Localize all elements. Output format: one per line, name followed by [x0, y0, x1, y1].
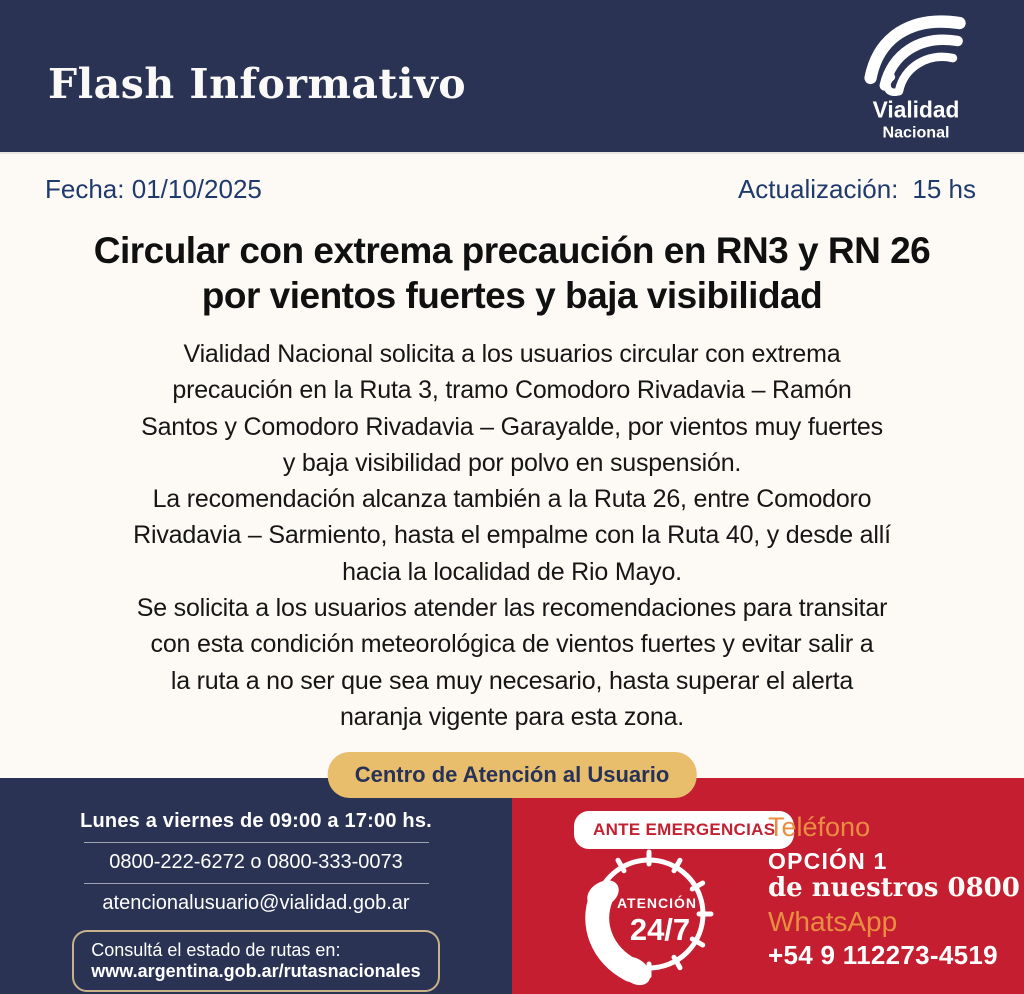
- header: [0, 0, 1024, 154]
- body-text: [0, 336, 1024, 735]
- telefono-label: Teléfono: [768, 812, 871, 842]
- footer: [0, 778, 1024, 994]
- footer-contact-panel: [0, 778, 512, 994]
- user-attention-center-badge: Centro de Atención al Usuario: [328, 752, 697, 798]
- date-label: Fecha:: [45, 174, 125, 204]
- body-line: precaución en la Ruta 3, tramo Comodoro Rivadavia – Ramón: [172, 376, 852, 405]
- divider: [84, 842, 429, 843]
- routes-box-caption: Consultá el estado de rutas en:: [91, 940, 341, 960]
- attention-24-7-phone-icon: [564, 842, 724, 992]
- body-line: Vialidad Nacional solicita a los usuarios circular con extrema: [183, 340, 841, 368]
- update-field: [738, 174, 976, 205]
- body-line: Rivadavia – Sarmiento, hasta el empalme con la Ruta 40, y desde allí: [133, 521, 891, 550]
- 24-7-label: 24/7: [629, 912, 691, 947]
- date-field: [45, 174, 262, 205]
- update-value: 15 hs: [912, 174, 976, 204]
- telefono-option: OPCIÓN 1: [768, 848, 888, 874]
- body-line: y baja visibilidad por polvo en suspensión.: [282, 448, 742, 477]
- emergency-badge: ANTE EMERGENCIAS: [574, 811, 794, 849]
- headline-line2: por vientos fuertes y baja visibilidad: [201, 275, 823, 316]
- logo-line2: Nacional: [882, 123, 950, 142]
- update-label: Actualización:: [737, 174, 899, 204]
- body-line: hacia la localidad de Rio Mayo.: [342, 557, 682, 586]
- headline-line1: Circular con extrema precaución en RN3 y RN 26: [93, 230, 931, 271]
- vialidad-nacional-logo-icon: [852, 6, 980, 148]
- contact-email[interactable]: atencionalusuario@vialidad.gob.ar: [102, 892, 410, 914]
- body-line: naranja vigente para esta zona.: [339, 702, 685, 731]
- routes-box-url[interactable]: www.argentina.gob.ar/rutasnacionales: [91, 961, 421, 981]
- attention-label: ATENCIÓN: [616, 895, 698, 911]
- whatsapp-number[interactable]: +54 9 112273-4519: [768, 940, 998, 970]
- divider: [84, 883, 429, 884]
- page-title: Flash Informativo: [48, 60, 467, 108]
- telefono-sub: de nuestros 0800: [768, 873, 1020, 903]
- headline: [0, 228, 1024, 318]
- date-value: 01/10/2025: [131, 174, 262, 204]
- logo-line1: Vialidad: [872, 96, 960, 123]
- phone-numbers: 0800-222-6272 o 0800-333-0073: [109, 851, 403, 873]
- body-line: Santos y Comodoro Rivadavia – Garayalde, por vientos muy fuertes: [141, 412, 883, 441]
- footer-emergency-panel: [512, 778, 1024, 994]
- office-hours: Lunes a viernes de 09:00 a 17:00 hs.: [80, 810, 432, 832]
- body-line: Se solicita a los usuarios atender las recomendaciones para transitar: [136, 594, 888, 623]
- whatsapp-label: WhatsApp: [768, 906, 898, 937]
- body-line: con esta condición meteorológica de vientos fuertes y evitar salir a: [150, 630, 874, 659]
- meta-row: [0, 168, 1024, 208]
- body-line: la ruta a no ser que sea muy necesario, hasta superar el alerta: [170, 666, 854, 695]
- routes-status-box: [72, 930, 439, 992]
- body-line: La recomendación alcanza también a la Ruta 26, entre Comodoro: [152, 485, 872, 514]
